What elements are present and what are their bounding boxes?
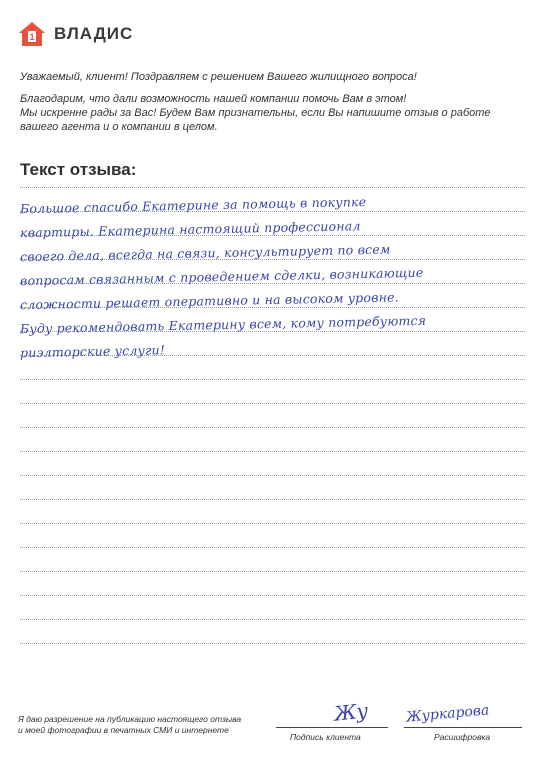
writing-line xyxy=(20,451,525,452)
review-line-4: вопросам связанным с проведением сделки, возникающие xyxy=(19,264,424,289)
intro-greeting: Уважаемый, клиент! Поздравляем с решением Вашего жилищного вопроса! xyxy=(20,71,417,83)
writing-line xyxy=(20,403,525,404)
writing-line xyxy=(20,475,525,476)
logo xyxy=(18,20,133,48)
client-signature-label: Подпись клиента xyxy=(290,732,361,742)
client-signature-line xyxy=(276,727,388,728)
writing-line xyxy=(20,427,525,428)
writing-line xyxy=(20,187,525,188)
consent-line-2: и моей фотографии в печатных СМИ и интернете xyxy=(18,725,229,735)
review-line-6: Буду рекомендовать Екатерину всем, кому потребуются xyxy=(19,312,427,337)
review-line-3: своего дела, всегда на связи, консультирует по всем xyxy=(19,241,391,265)
review-line-2: квартиры. Екатерина настоящий профессионал xyxy=(19,218,361,241)
writing-line xyxy=(20,643,525,644)
intro-text xyxy=(20,70,525,142)
review-line-1: Большое спасибо Екатерине за помощь в покупке xyxy=(19,194,367,217)
intro-request: Мы искренне рады за Вас! Будем Вам признательны, если Вы напишите отзыв о работе xyxy=(20,107,491,119)
review-line-7: риэлторские услуги! xyxy=(19,342,166,361)
review-heading: Текст отзыва: xyxy=(20,160,137,179)
client-signature: Жу xyxy=(332,698,370,726)
brand-name: ВЛАДИС xyxy=(54,24,134,43)
writing-line xyxy=(20,547,525,548)
intro-thanks: Благодарим, что дали возможность нашей компании помочь Вам в этом! xyxy=(20,93,407,105)
writing-line xyxy=(20,499,525,500)
consent-line-1: Я даю разрешение на публикацию настоящего отзыва xyxy=(18,714,242,724)
publication-consent xyxy=(18,714,241,736)
writing-line xyxy=(20,595,525,596)
decoding-line xyxy=(404,727,522,728)
review-line-5: сложности решает оперативно и на высоком уровне. xyxy=(19,289,399,313)
writing-line xyxy=(20,571,525,572)
writing-line xyxy=(20,619,525,620)
decoding-label: Расшифровка xyxy=(434,732,491,742)
writing-line xyxy=(20,523,525,524)
house-logo-icon xyxy=(18,20,46,48)
writing-line xyxy=(20,379,525,380)
decoding-signature: Журкарова xyxy=(405,702,490,726)
svg-text:1: 1 xyxy=(29,32,35,42)
intro-request-cont: вашего агента и о компании в целом. xyxy=(20,121,218,133)
